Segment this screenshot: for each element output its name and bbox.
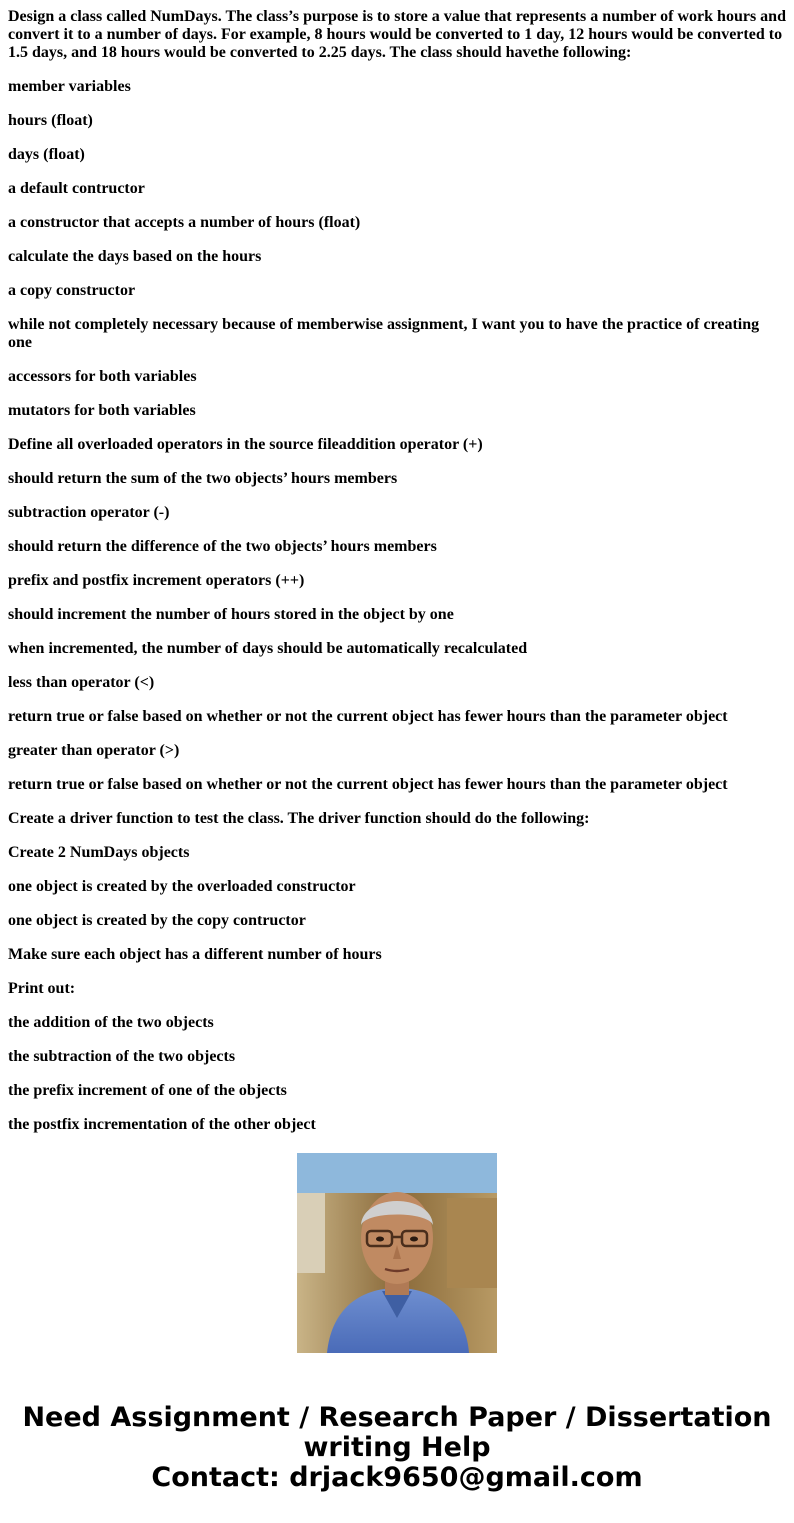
question-paragraph: calculate the days based on the hours — [8, 248, 262, 265]
question-paragraph: while not completely necessary because of memberwise assignment, I want you to have the practice of creating one — [8, 316, 760, 351]
question-paragraph: one object is created by the overloaded constructor — [8, 878, 356, 895]
question-paragraph: should return the difference of the two objects’ hours members — [8, 538, 437, 555]
question-paragraph: a constructor that accepts a number of hours (float) — [8, 214, 361, 231]
question-paragraph: accessors for both variables — [8, 368, 197, 385]
question-paragraph: a copy constructor — [8, 282, 136, 299]
question-paragraph: the prefix increment of one of the objects — [8, 1082, 287, 1099]
question-paragraph: member variables — [8, 78, 131, 95]
question-paragraph: the postfix incrementation of the other object — [8, 1116, 316, 1133]
question-paragraph: a default contructor — [8, 180, 145, 197]
question-paragraph: when incremented, the number of days should be automatically recalculated — [8, 640, 528, 657]
question-paragraph: Design a class called NumDays. The class’s purpose is to store a value that represents a number of work hours and convert it to a number of days. For example, 8 hours would be converted to 1 day, 12 hours would be converted to 1.5 days, and 18 hours would be converted to 2.25 days. The class should havethe following: — [8, 8, 786, 61]
question-paragraph: return true or false based on whether or not the current object has fewer hours than the parameter object — [8, 708, 728, 725]
question-paragraph: greater than operator (>) — [8, 742, 180, 759]
promo-line-2: writing Help — [303, 1432, 491, 1463]
question-paragraph: Make sure each object has a different number of hours — [8, 946, 382, 963]
question-paragraph: prefix and postfix increment operators (++) — [8, 572, 305, 589]
question-paragraph: should increment the number of hours stored in the object by one — [8, 606, 454, 623]
question-paragraph: Define all overloaded operators in the source fileaddition operator (+) — [8, 436, 483, 453]
question-paragraph: Create a driver function to test the class. The driver function should do the following: — [8, 810, 590, 827]
question-paragraph: Print out: — [8, 980, 76, 997]
promo-banner — [0, 1403, 794, 1493]
author-portrait-icon — [297, 1153, 497, 1353]
question-paragraph: subtraction operator (-) — [8, 504, 170, 521]
question-paragraph: Create 2 NumDays objects — [8, 844, 190, 861]
question-paragraph: the addition of the two objects — [8, 1014, 214, 1031]
question-paragraph: less than operator (<) — [8, 674, 155, 691]
promo-line-1: Need Assignment / Research Paper / Dissertation — [22, 1402, 772, 1433]
question-paragraph: mutators for both variables — [8, 402, 196, 419]
question-paragraph: should return the sum of the two objects’ hours members — [8, 470, 398, 487]
question-paragraph: return true or false based on whether or not the current object has fewer hours than the parameter object — [8, 776, 728, 793]
question-paragraph: the subtraction of the two objects — [8, 1048, 236, 1065]
question-paragraph: hours (float) — [8, 112, 93, 129]
question-paragraph: days (float) — [8, 146, 85, 163]
question-paragraph: one object is created by the copy contructor — [8, 912, 306, 929]
promo-contact: Contact: drjack9650@gmail.com — [151, 1462, 643, 1493]
author-avatar — [297, 1153, 497, 1353]
